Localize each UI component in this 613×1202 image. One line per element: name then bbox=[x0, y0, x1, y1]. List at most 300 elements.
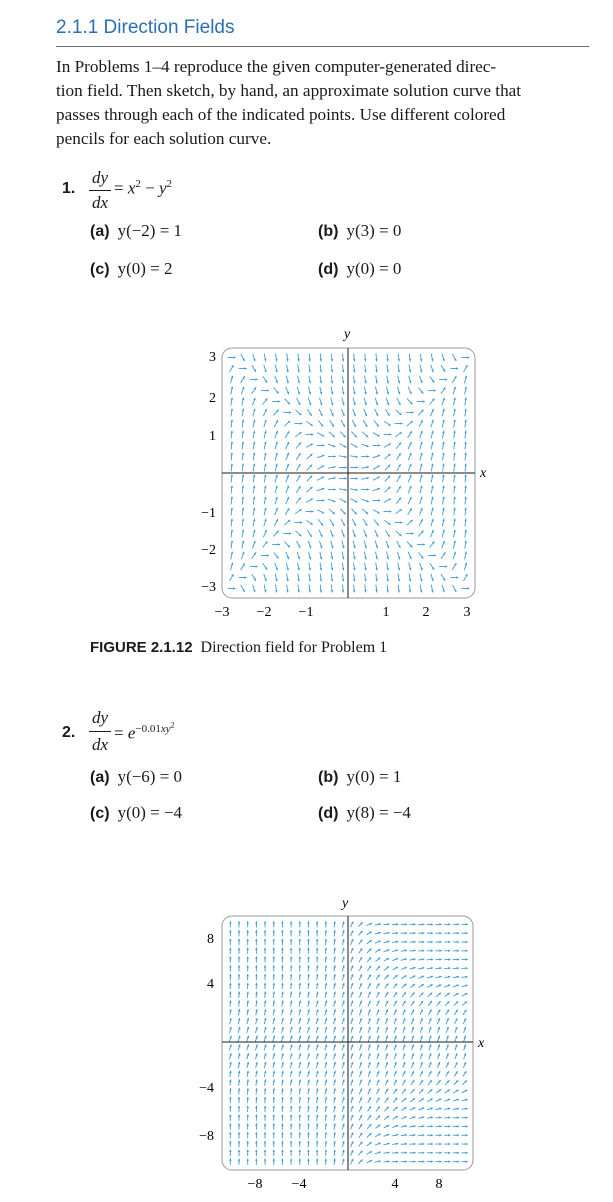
field-arrow-head bbox=[299, 1132, 302, 1134]
field-arrow-head bbox=[466, 932, 468, 934]
field-arrow-head bbox=[325, 1158, 327, 1160]
field-arrow-head bbox=[246, 1132, 248, 1134]
field-arrow-head bbox=[229, 992, 231, 994]
figure-1-y-tick: −3 bbox=[201, 580, 216, 595]
field-arrow-head bbox=[375, 359, 377, 361]
field-arrow-head bbox=[345, 466, 347, 469]
field-arrow-head bbox=[246, 948, 248, 950]
field-arrow-head bbox=[431, 932, 433, 934]
field-arrow-head bbox=[320, 590, 322, 592]
field-arrow-head bbox=[299, 1115, 301, 1117]
field-arrow-head bbox=[290, 1150, 292, 1152]
field-arrow-head bbox=[299, 948, 302, 950]
field-arrow-head bbox=[448, 1152, 450, 1155]
figure-2-x-tick: 8 bbox=[435, 1177, 443, 1192]
field-arrow-head bbox=[457, 932, 459, 934]
field-arrow-head bbox=[229, 956, 232, 958]
field-arrow-head bbox=[422, 932, 424, 935]
field-arrow-head bbox=[238, 1141, 240, 1143]
field-arrow-head bbox=[231, 475, 233, 477]
field-arrow-head bbox=[364, 590, 366, 592]
field-arrow-head bbox=[229, 948, 232, 950]
field-arrow-head bbox=[272, 1141, 274, 1143]
figure-1-x-tick: −3 bbox=[214, 605, 230, 620]
field-arrow-head bbox=[281, 1106, 283, 1108]
figure-1-x-tick: 3 bbox=[463, 605, 471, 620]
field-arrow-head bbox=[316, 956, 318, 958]
field-arrow-head bbox=[229, 983, 231, 985]
field-arrow-head bbox=[448, 1125, 450, 1127]
field-arrow-head bbox=[307, 1115, 309, 1117]
field-arrow-head bbox=[367, 488, 369, 491]
field-arrow-head bbox=[255, 1115, 257, 1117]
field-arrow-head bbox=[325, 939, 327, 941]
field-arrow-head bbox=[445, 565, 447, 568]
field-arrow-head bbox=[238, 965, 240, 967]
figure-1-x-tick: 1 bbox=[382, 605, 390, 620]
field-arrow-head bbox=[255, 992, 257, 994]
field-arrow-head bbox=[466, 941, 468, 943]
field-arrow-head bbox=[281, 930, 283, 932]
field-arrow-head bbox=[466, 923, 468, 925]
field-arrow-head bbox=[299, 939, 302, 941]
field-arrow-head bbox=[229, 921, 232, 923]
field-arrow-head bbox=[448, 923, 450, 925]
field-arrow-head bbox=[231, 431, 233, 433]
figure-1-y-tick: 1 bbox=[209, 429, 216, 444]
field-arrow-head bbox=[238, 930, 240, 932]
field-arrow-head bbox=[413, 1143, 415, 1145]
field-arrow-head bbox=[256, 378, 258, 381]
field-arrow-head bbox=[255, 1106, 257, 1108]
field-arrow-head bbox=[264, 1097, 266, 1099]
field-arrow-head bbox=[246, 930, 248, 932]
field-arrow-head bbox=[378, 499, 380, 502]
field-arrow-head bbox=[316, 1141, 318, 1143]
field-arrow-head bbox=[364, 359, 366, 361]
field-arrow-head bbox=[464, 486, 466, 488]
field-arrow-head bbox=[367, 455, 369, 458]
field-arrow-head bbox=[238, 1115, 240, 1117]
field-arrow-head bbox=[255, 974, 257, 976]
field-arrow-head bbox=[387, 923, 389, 925]
figure-2-x-tick: −4 bbox=[291, 1177, 307, 1192]
field-arrow-head bbox=[431, 949, 433, 952]
section-name: Direction Fields bbox=[103, 17, 235, 38]
field-arrow-head bbox=[325, 948, 327, 950]
field-arrow-head bbox=[299, 1123, 301, 1125]
field-arrow-head bbox=[229, 965, 231, 967]
field-arrow-head bbox=[464, 453, 466, 455]
figure-2-y-label: y bbox=[342, 896, 349, 911]
field-arrow-head bbox=[448, 941, 450, 944]
field-arrow-head bbox=[411, 411, 413, 414]
field-arrow-head bbox=[247, 1088, 249, 1090]
field-arrow-head bbox=[231, 508, 233, 510]
field-arrow-head bbox=[356, 477, 358, 480]
field-arrow-head bbox=[456, 367, 458, 370]
field-arrow-head bbox=[466, 1143, 468, 1145]
field-arrow-head bbox=[290, 930, 292, 932]
field-arrow-head bbox=[229, 1158, 232, 1160]
field-arrow-head bbox=[238, 1097, 240, 1099]
field-arrow-head bbox=[466, 950, 468, 952]
field-arrow-head bbox=[405, 923, 407, 925]
field-arrow-head bbox=[466, 1160, 468, 1162]
field-arrow-head bbox=[246, 965, 248, 967]
problem-1-rhs: = $x^2 - y^2$ bbox=[114, 178, 173, 198]
field-arrow-head bbox=[465, 1116, 467, 1118]
field-arrow-head bbox=[448, 1134, 450, 1136]
field-arrow-head bbox=[290, 948, 292, 950]
field-arrow-head bbox=[387, 1160, 389, 1162]
field-arrow-head bbox=[290, 1158, 293, 1160]
field-arrow-head bbox=[273, 965, 275, 967]
field-arrow-head bbox=[246, 1150, 248, 1152]
field-arrow-head bbox=[299, 956, 301, 958]
field-arrow-head bbox=[264, 983, 266, 985]
field-arrow-head bbox=[272, 1158, 274, 1160]
field-arrow-head bbox=[457, 923, 459, 925]
field-arrow-head bbox=[307, 965, 309, 967]
field-arrow-head bbox=[389, 433, 391, 436]
field-arrow-head bbox=[457, 1134, 459, 1136]
problem-1-number: 1. bbox=[62, 180, 76, 197]
field-arrow-head bbox=[378, 444, 380, 447]
field-arrow-head bbox=[281, 983, 283, 985]
field-arrow-head bbox=[439, 923, 441, 925]
field-arrow-head bbox=[231, 453, 233, 455]
field-arrow-head bbox=[272, 948, 274, 950]
field-arrow-head bbox=[299, 921, 301, 923]
field-arrow-head bbox=[307, 956, 309, 958]
problem-2-condition-b: (b) y(0) = 1 bbox=[318, 767, 402, 786]
field-arrow-head bbox=[422, 923, 424, 926]
field-arrow-head bbox=[246, 983, 248, 985]
field-arrow-head bbox=[267, 554, 269, 557]
field-arrow-head bbox=[405, 941, 407, 943]
field-arrow-head bbox=[448, 1116, 450, 1118]
field-arrow-head bbox=[333, 1159, 335, 1161]
field-arrow-head bbox=[247, 992, 249, 994]
field-arrow-head bbox=[281, 1141, 283, 1143]
field-arrow-head bbox=[290, 921, 293, 923]
field-arrow-head bbox=[264, 1150, 266, 1152]
figure-2-x-label: x bbox=[478, 1036, 485, 1051]
field-arrow-head bbox=[434, 554, 436, 557]
field-arrow-head bbox=[244, 576, 246, 579]
field-arrow-head bbox=[246, 921, 248, 923]
problem-2-dy: dy bbox=[91, 708, 109, 727]
field-arrow-head bbox=[255, 1088, 257, 1090]
field-arrow-head bbox=[316, 930, 318, 932]
field-arrow-head bbox=[290, 1097, 292, 1099]
field-arrow-head bbox=[264, 965, 267, 967]
field-arrow-head bbox=[434, 389, 436, 392]
field-arrow-head bbox=[320, 359, 322, 361]
field-arrow-head bbox=[457, 958, 459, 960]
field-arrow-head bbox=[299, 930, 301, 932]
field-arrow-head bbox=[411, 532, 413, 535]
field-arrow-head bbox=[299, 965, 301, 967]
field-arrow-head bbox=[229, 1150, 232, 1152]
field-arrow-head bbox=[423, 400, 425, 403]
field-arrow-head bbox=[229, 1106, 232, 1108]
field-arrow-head bbox=[281, 965, 284, 967]
field-arrow-head bbox=[273, 1097, 275, 1099]
field-arrow-head bbox=[272, 1150, 274, 1152]
field-arrow-head bbox=[299, 974, 301, 976]
field-arrow-head bbox=[307, 921, 309, 923]
problem-2-condition-a: (a) y(−6) = 0 bbox=[90, 767, 183, 786]
field-arrow-head bbox=[264, 1158, 266, 1160]
field-arrow-head bbox=[400, 521, 402, 524]
field-arrow-head bbox=[405, 1152, 407, 1154]
field-arrow-head bbox=[405, 1160, 407, 1163]
field-arrow-head bbox=[281, 974, 283, 976]
figure-1-y-label: y bbox=[344, 327, 351, 342]
field-arrow-head bbox=[396, 923, 398, 925]
field-arrow-head bbox=[448, 932, 450, 934]
field-arrow-head bbox=[448, 967, 450, 969]
field-arrow-head bbox=[238, 974, 240, 976]
field-arrow-head bbox=[272, 930, 274, 932]
field-arrow-head bbox=[389, 510, 391, 513]
problem-1-dy: dy bbox=[91, 168, 109, 187]
field-arrow-head bbox=[299, 1106, 301, 1108]
field-arrow-head bbox=[405, 932, 407, 934]
field-arrow-head bbox=[264, 930, 266, 932]
field-arrow-head bbox=[273, 1088, 275, 1090]
field-arrow-head bbox=[281, 948, 284, 950]
field-arrow-head bbox=[333, 921, 335, 923]
field-arrow-head bbox=[457, 967, 459, 969]
field-arrow-head bbox=[457, 1160, 459, 1162]
field-arrow-head bbox=[238, 1123, 241, 1125]
field-arrow-head bbox=[413, 932, 415, 935]
field-arrow-head bbox=[396, 1160, 398, 1162]
field-arrow-head bbox=[322, 444, 324, 447]
field-arrow-head bbox=[238, 992, 240, 994]
field-arrow-head bbox=[307, 948, 309, 950]
field-arrow-head bbox=[238, 1150, 240, 1152]
field-arrow-head bbox=[229, 1000, 231, 1002]
field-arrow-head bbox=[255, 1141, 257, 1143]
field-arrow-head bbox=[273, 1115, 275, 1117]
field-arrow-head bbox=[431, 958, 433, 960]
field-arrow-head bbox=[325, 921, 327, 923]
figure-2-y-tick: 4 bbox=[207, 977, 214, 992]
field-arrow-head bbox=[422, 1134, 424, 1136]
field-arrow-head bbox=[300, 521, 302, 524]
field-arrow-head bbox=[255, 965, 257, 967]
field-arrow-head bbox=[246, 1097, 248, 1099]
field-arrow-head bbox=[290, 1123, 292, 1125]
field-arrow-head bbox=[342, 359, 344, 361]
field-arrow-head bbox=[422, 1152, 424, 1154]
field-arrow-head bbox=[289, 411, 291, 414]
figure-2-y-tick: 8 bbox=[207, 932, 214, 947]
field-arrow-head bbox=[316, 921, 318, 923]
field-arrow-head bbox=[466, 1152, 468, 1155]
field-arrow-head bbox=[290, 1132, 292, 1134]
field-arrow-head bbox=[445, 378, 447, 381]
field-arrow-head bbox=[464, 464, 466, 466]
field-arrow-head bbox=[264, 939, 266, 941]
field-arrow-head bbox=[413, 949, 415, 951]
field-arrow-head bbox=[465, 1125, 467, 1128]
field-arrow-head bbox=[281, 1097, 283, 1099]
field-arrow-head bbox=[272, 1132, 274, 1134]
figure-2-y-tick: −4 bbox=[199, 1081, 214, 1096]
field-arrow-head bbox=[464, 497, 466, 499]
figure-1-x-tick: 2 bbox=[422, 605, 430, 620]
field-arrow-head bbox=[281, 1123, 283, 1125]
field-arrow-head bbox=[331, 590, 333, 592]
field-arrow-head bbox=[290, 1141, 292, 1143]
field-arrow-head bbox=[238, 939, 240, 941]
field-arrow-head bbox=[264, 974, 266, 976]
field-arrow-head bbox=[255, 930, 257, 932]
field-arrow-head bbox=[307, 1132, 309, 1134]
field-arrow-head bbox=[375, 590, 377, 592]
field-arrow-head bbox=[396, 932, 398, 934]
field-arrow-head bbox=[457, 950, 459, 952]
field-arrow-head bbox=[231, 497, 233, 499]
field-arrow-head bbox=[264, 921, 266, 923]
field-arrow-head bbox=[322, 499, 324, 502]
field-arrow-head bbox=[264, 992, 266, 994]
field-arrow-head bbox=[273, 992, 275, 994]
field-arrow-head bbox=[238, 956, 241, 958]
field-arrow-head bbox=[345, 477, 347, 480]
field-arrow-head bbox=[273, 956, 275, 958]
field-arrow-head bbox=[231, 442, 233, 444]
problem-1-fraction-bar bbox=[89, 190, 111, 191]
section-divider bbox=[56, 46, 589, 47]
problem-2-fraction-bar bbox=[89, 731, 111, 732]
figure-2-y-tick: −8 bbox=[199, 1129, 214, 1144]
field-arrow-head bbox=[457, 1152, 459, 1155]
field-arrow-head bbox=[238, 1158, 240, 1160]
field-arrow-head bbox=[300, 422, 302, 425]
section-title bbox=[56, 17, 234, 39]
field-arrow-head bbox=[316, 939, 318, 941]
field-arrow-head bbox=[311, 433, 313, 436]
field-arrow-head bbox=[400, 422, 402, 425]
field-arrow-head bbox=[264, 1132, 266, 1134]
field-arrow-head bbox=[422, 1143, 424, 1145]
field-arrow-head bbox=[264, 1106, 266, 1108]
field-arrow-head bbox=[233, 587, 235, 590]
field-arrow-head bbox=[244, 367, 246, 370]
field-arrow-head bbox=[255, 956, 258, 958]
field-arrow-head bbox=[290, 1106, 292, 1108]
field-arrow-head bbox=[229, 1097, 231, 1099]
field-arrow-head bbox=[325, 1141, 327, 1143]
problem-1-dx: dx bbox=[91, 193, 109, 212]
field-arrow-head bbox=[333, 488, 335, 491]
field-arrow-head bbox=[413, 923, 415, 925]
problem-1-condition-d: (d) y(0) = 0 bbox=[318, 259, 402, 278]
figure-1-x-label: x bbox=[480, 466, 487, 481]
field-arrow-head bbox=[342, 590, 344, 592]
field-arrow-head bbox=[246, 956, 249, 958]
field-arrow-head bbox=[273, 983, 275, 985]
figure-2-x-tick: −8 bbox=[247, 1177, 263, 1192]
direction-field-figure-1 bbox=[180, 318, 510, 624]
field-arrow-head bbox=[229, 974, 232, 976]
figure-1-x-tick: −2 bbox=[256, 605, 272, 620]
section-number: 2.1.1 bbox=[56, 17, 99, 38]
field-arrow-head bbox=[281, 1115, 284, 1117]
field-arrow-head bbox=[281, 921, 283, 923]
field-arrow-head bbox=[316, 1132, 318, 1134]
field-arrow-head bbox=[281, 1132, 284, 1134]
field-arrow-head bbox=[448, 958, 450, 960]
field-arrow-head bbox=[311, 510, 313, 513]
field-arrow-head bbox=[316, 948, 318, 950]
field-arrow-head bbox=[307, 1123, 309, 1125]
field-arrow-head bbox=[246, 1115, 248, 1117]
field-arrow-head bbox=[353, 590, 355, 592]
field-arrow-head bbox=[290, 983, 292, 985]
field-arrow-head bbox=[273, 974, 275, 976]
field-arrow-head bbox=[255, 983, 257, 985]
problem-2-rhs: = $e^{-0.01xy^2}$ bbox=[114, 720, 175, 743]
problem-2-dx: dx bbox=[91, 735, 109, 754]
field-arrow-head bbox=[439, 958, 441, 960]
field-arrow-head bbox=[464, 475, 466, 477]
field-arrow-head bbox=[238, 921, 240, 923]
field-arrow-head bbox=[273, 1123, 275, 1125]
field-arrow-head bbox=[456, 576, 458, 579]
field-arrow-head bbox=[272, 921, 274, 923]
field-arrow-head bbox=[325, 1132, 327, 1134]
field-arrow-head bbox=[229, 1123, 232, 1125]
field-arrow-head bbox=[316, 1158, 318, 1160]
field-arrow-head bbox=[229, 939, 232, 941]
field-arrow-head bbox=[246, 1158, 248, 1160]
direction-field-figure-2 bbox=[180, 890, 510, 1196]
field-arrow-head bbox=[267, 389, 269, 392]
field-arrow-head bbox=[431, 1134, 433, 1137]
field-arrow-head bbox=[281, 1150, 283, 1152]
figure-1-caption: FIGURE 2.1.12 Direction field for Problem 1 bbox=[90, 639, 388, 656]
field-arrow-head bbox=[333, 455, 335, 458]
field-arrow-head bbox=[353, 359, 355, 361]
field-arrow-head bbox=[299, 1158, 301, 1160]
field-arrow-head bbox=[413, 1160, 415, 1163]
field-arrow-head bbox=[229, 1079, 231, 1081]
field-arrow-head bbox=[246, 974, 248, 976]
field-arrow-head bbox=[448, 1160, 450, 1162]
field-arrow-head bbox=[457, 1116, 459, 1118]
field-arrow-head bbox=[256, 565, 258, 568]
field-arrow-head bbox=[325, 930, 327, 932]
field-arrow-head bbox=[281, 956, 283, 958]
field-arrow-head bbox=[465, 958, 467, 961]
field-arrow-head bbox=[290, 1115, 292, 1117]
field-arrow-head bbox=[439, 1134, 441, 1137]
field-arrow-head bbox=[431, 1160, 433, 1162]
field-arrow-head bbox=[467, 587, 469, 590]
field-arrow-head bbox=[396, 1152, 398, 1154]
field-arrow-head bbox=[290, 939, 292, 941]
field-arrow-head bbox=[405, 1143, 407, 1145]
field-arrow-head bbox=[281, 939, 283, 941]
field-arrow-head bbox=[272, 939, 274, 941]
